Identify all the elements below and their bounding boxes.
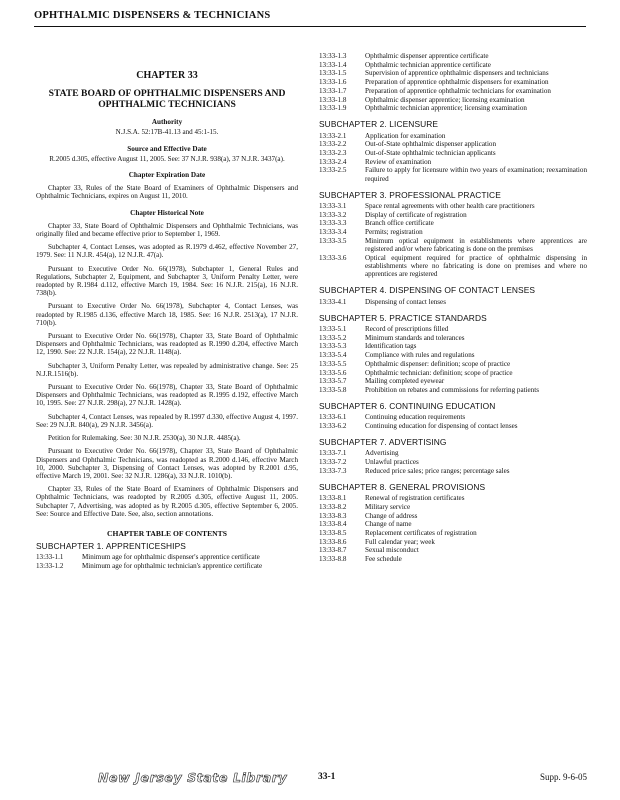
section-number: 13:33-5.1 [319, 324, 347, 333]
section-number: 13:33-1.9 [319, 104, 347, 113]
history-paragraph: Pursuant to Executive Order No. 66(1978), Chapter 33, State Board of Ophthalmic Dispensers and Ophthalmic Technicians, was readopted as R.1995 d.192, effective March 10, 1995. See: 27 N.J.R. 298(a), 27 N.J.R. 1428(a). [36, 383, 298, 408]
toc-entry [319, 555, 587, 563]
section-title: Minimum age for ophthalmic technician's apprentice certificate [82, 562, 263, 571]
section-title: Minimum optical equipment in establishments where apprentices are registered and/or where fabricating is done on the premises [365, 236, 587, 254]
history-heading: Chapter Historical Note [130, 208, 204, 217]
section-number: 13:33-5.7 [319, 377, 347, 386]
section-number: 13:33-1.4 [319, 60, 347, 69]
toc-entry [319, 369, 587, 377]
toc-entry [319, 334, 587, 342]
toc-entry [319, 503, 587, 511]
section-title: Branch office certificate [365, 219, 434, 228]
section-number: 13:33-5.6 [319, 368, 347, 377]
section-number: 13:33-7.2 [319, 458, 347, 467]
section-number: 13:33-2.3 [319, 149, 347, 158]
toc-entry [319, 520, 587, 528]
section-title: Optical equipment required for practice of ophthalmic dispensing in establishments where no fabricating is done on premises and where no apprentices are registered [365, 253, 587, 279]
section-number: 13:33-5.4 [319, 351, 347, 360]
page-number: 33-1 [318, 772, 336, 782]
toc-entry [319, 96, 587, 104]
toc-entry [319, 512, 587, 520]
toc-entry [319, 342, 587, 350]
subchapter-heading: SUBCHAPTER 2. LICENSURE [319, 119, 439, 130]
left-column [36, 62, 298, 571]
section-number: 13:33-3.4 [319, 228, 347, 237]
section-title: Minimum standards and tolerances [365, 333, 465, 342]
source-heading: Source and Effective Date [127, 144, 207, 153]
chapter-number: CHAPTER 33 [136, 70, 198, 81]
subchapter-heading: SUBCHAPTER 4. DISPENSING OF CONTACT LENSES [319, 285, 536, 296]
section-title: Advertising [365, 449, 399, 458]
section-title: Dispensing of contact lenses [365, 297, 446, 306]
section-number: 13:33-5.8 [319, 385, 347, 394]
toc-entry [319, 228, 587, 236]
section-number: 13:33-8.2 [319, 502, 347, 511]
toc-entry [319, 61, 587, 69]
toc-entry [319, 158, 587, 166]
section-title: Ophthalmic technician apprentice certificate [365, 60, 491, 69]
toc-entry [319, 351, 587, 359]
subchapter-heading: SUBCHAPTER 8. GENERAL PROVISIONS [319, 482, 486, 493]
library-watermark-logo: New Jersey State Library [98, 770, 288, 785]
section-number: 13:33-3.3 [319, 219, 347, 228]
section-number: 13:33-6.2 [319, 422, 347, 431]
history-paragraph: Chapter 33, Rules of the State Board of Examiners of Ophthalmic Dispensers and Ophthalmic Technicians, was readopted by R.2005 d.305, effective August 11, 2005. Subchapter 7, Advertising, was adopted as by R.2005 d.305, effective September 6, 2005. See: Source and Effective Date. See, also, section annotations. [36, 485, 298, 518]
toc-entry [319, 325, 587, 333]
running-head: OPHTHALMIC DISPENSERS & TECHNICIANS [34, 10, 271, 21]
toc-entry [319, 449, 587, 457]
section-title: Change of name [365, 520, 412, 529]
source-text: R.2005 d.305, effective August 11, 2005. See: 37 N.J.R. 938(a), 37 N.J.R. 3437(a). [49, 154, 285, 163]
toc-entry [319, 538, 587, 546]
section-title: Review of examination [365, 157, 432, 166]
toc-title: CHAPTER TABLE OF CONTENTS [107, 528, 227, 538]
history-paragraph: Pursuant to Executive Order No. 66(1978), Chapter 33, State Board of Ophthalmic Dispensers and Ophthalmic Technicians, was readopted as R.1990 d.204, effective March 12, 1990. See: 22 N.J.R. 154(a), 22 N.J.R. 1148(a). [36, 332, 298, 357]
section-number: 13:33-3.5 [319, 236, 347, 245]
section-number: 13:33-2.2 [319, 140, 347, 149]
toc-entry [319, 254, 587, 279]
toc-entry [319, 69, 587, 77]
section-title: Full calendar year; week [365, 537, 435, 546]
section-number: 13:33-5.2 [319, 333, 347, 342]
section-title: Space rental agreements with other health care practitioners [365, 202, 535, 211]
toc-entry [319, 377, 587, 385]
section-number: 13:33-1.5 [319, 69, 347, 78]
section-title: Record of prescriptions filled [365, 324, 449, 333]
section-title: Mailing completed eyewear [365, 377, 445, 386]
history-paragraph: Pursuant to Executive Order No. 66(1978), Subchapter 1, General Rules and Regulations, Subchapter 2, Equipment, and Subchapter 3, Uniform Penalty Letter, were readopted by R.1984 d.112, effective March 19, 1984. See: 16 N.J.R. 215(a), 16 N.J.R. 738(b). [36, 264, 298, 298]
toc-entry [319, 219, 587, 227]
subchapter-heading: SUBCHAPTER 7. ADVERTISING [319, 437, 447, 448]
section-number: 13:33-6.1 [319, 413, 347, 422]
toc-entry [319, 202, 587, 210]
toc-entry [319, 422, 587, 430]
history-paragraph: Subchapter 4, Contact Lenses, was adopted as R.1979 d.462, effective November 27, 1979. See: 11 N.J.R. 454(a), 12 N.J.R. 47(a). [36, 243, 298, 260]
toc-left [36, 542, 298, 570]
section-title: Continuing education requirements [365, 413, 466, 422]
history-paragraph: Petition for Rulemaking. See: 30 N.J.R. 2530(a), 30 N.J.R. 4485(a). [48, 434, 241, 443]
section-number: 13:33-8.5 [319, 529, 347, 538]
section-number: 13:33-3.2 [319, 210, 347, 219]
toc-entry [319, 298, 587, 306]
authority-heading: Authority [151, 118, 183, 127]
toc-entry [319, 386, 587, 394]
section-title: Fee schedule [365, 555, 402, 564]
section-number: 13:33-2.5 [319, 166, 347, 175]
section-title: Preparation of apprentice ophthalmic dispensers for examination [365, 78, 549, 87]
section-title: Unlawful practices [365, 458, 419, 467]
section-number: 13:33-1.3 [319, 52, 347, 60]
section-title: Ophthalmic dispenser apprentice; licensing examination [365, 95, 525, 104]
section-number: 13:33-1.7 [319, 86, 347, 95]
toc-entry [319, 467, 587, 475]
toc-entry [319, 546, 587, 554]
section-title: Ophthalmic technician: definition; scope of practice [365, 368, 513, 377]
section-title: Military service [365, 502, 411, 511]
section-number: 13:33-8.3 [319, 511, 347, 520]
history-paragraph: Chapter 33, State Board of Ophthalmic Dispensers and Ophthalmic Technicians, was originally filed and became effective prior to September 1, 1969. [36, 221, 298, 239]
history-paragraph: Pursuant to Executive Order No. 66(1978), Chapter 33, State Board of Ophthalmic Dispensers and Ophthalmic Technicians, was readopted as R.2000 d.146, effective March 10, 2000. Subchapter 3, Dispensing of Contact Lenses, was adopted by R.2001 d.95, effective March 19, 2001. See: 32 N.J.R. 1286(a), 33 N.J.R. 1010(b). [36, 447, 298, 480]
section-title: Renewal of registration certificates [365, 494, 465, 503]
section-number: 13:33-1.2 [36, 562, 64, 571]
toc-entry [319, 104, 587, 112]
expiration-heading: Chapter Expiration Date [128, 171, 206, 180]
section-number: 13:33-5.3 [319, 342, 347, 351]
section-number: 13:33-3.1 [319, 202, 347, 211]
toc-entry [319, 149, 587, 157]
toc-entry [319, 494, 587, 502]
toc-entry [319, 211, 587, 219]
section-title: Out-of-State ophthalmic technician applicants [365, 149, 496, 158]
section-number: 13:33-2.1 [319, 131, 347, 140]
section-title: Ophthalmic dispenser: definition; scope of practice [365, 359, 511, 368]
section-title: Failure to apply for licensure within two years of examination; reexamination required [365, 166, 587, 183]
section-number: 13:33-8.4 [319, 520, 347, 529]
toc-entry [319, 166, 587, 182]
toc-entry [319, 132, 587, 140]
section-number: 13:33-4.1 [319, 297, 347, 306]
section-number: 13:33-7.3 [319, 466, 347, 475]
section-title: Supervision of apprentice ophthalmic dispensers and technicians [365, 69, 549, 78]
section-title: Ophthalmic dispenser apprentice certificate [365, 52, 489, 60]
section-title: Continuing education for dispensing of contact lenses [365, 422, 518, 431]
history-paragraph: Pursuant to Executive Order No. 66(1978), Subchapter 4, Contact Lenses, was readopted by R.1985 d.136, effective March 18, 1985. See: 16 N.J.R. 2513(a), 17 N.J.R. 710(b). [36, 302, 298, 327]
section-title: Reduced price sales; price ranges; percentage sales [365, 466, 510, 475]
history-paragraph: Subchapter 4, Contact Lenses, was repealed by R.1997 d.330, effective August 4, 1997. See: 29 N.J.R. 840(a), 29 N.J.R. 3456(a). [36, 412, 298, 429]
section-title: Change of address [365, 511, 418, 520]
section-number: 13:33-1.8 [319, 95, 347, 104]
toc-entry [36, 553, 298, 561]
expiration-text: Chapter 33, Rules of the State Board of Examiners of Ophthalmic Dispensers and Ophthalmic Technicians, expires on August 11, 2010. [36, 184, 298, 201]
section-number: 13:33-8.6 [319, 537, 347, 546]
supplement-date: Supp. 9-6-05 [540, 772, 587, 782]
toc-entry [319, 360, 587, 368]
section-number: 13:33-7.1 [319, 449, 347, 458]
section-number: 13:33-8.1 [319, 494, 347, 503]
toc-entry [319, 529, 587, 537]
section-number: 13:33-8.8 [319, 555, 347, 564]
section-title: Identification tags [365, 342, 417, 351]
section-title: Ophthalmic technician apprentice; licensing examination [365, 104, 527, 113]
subchapter-heading: SUBCHAPTER 3. PROFESSIONAL PRACTICE [319, 189, 501, 200]
history-note [36, 222, 298, 518]
section-number: 13:33-2.4 [319, 157, 347, 166]
history-paragraph: Subchapter 3, Uniform Penalty Letter, was repealed by administrative change. See: 25 N.J.R.1516(b). [36, 361, 298, 378]
toc-right [319, 52, 587, 563]
section-title: Compliance with rules and regulations [365, 351, 475, 360]
authority-text: N.J.S.A. 52:17B-41.13 and 45:1-15. [115, 128, 219, 137]
section-title: Sexual misconduct [365, 546, 419, 555]
toc-entry [319, 140, 587, 148]
section-title: Prohibition on rebates and commissions for referring patients [365, 385, 539, 394]
toc-entry [319, 52, 587, 60]
toc-entry [319, 237, 587, 253]
section-title: Application for examination [365, 131, 446, 140]
section-number: 13:33-1.6 [319, 78, 347, 87]
toc-entry [319, 87, 587, 95]
section-title: Display of certificate of registration [365, 210, 467, 219]
section-title: Out-of-State ophthalmic dispenser application [365, 140, 497, 149]
chapter-title: STATE BOARD OF OPHTHALMIC DISPENSERS AND OPHTHALMIC TECHNICIANS [48, 88, 286, 111]
toc-entry [319, 413, 587, 421]
subchapter-heading: SUBCHAPTER 1. APPRENTICESHIPS [36, 541, 186, 552]
toc-entry [319, 458, 587, 466]
section-title: Minimum age for ophthalmic dispenser's apprentice certificate [82, 553, 260, 562]
section-number: 13:33-5.5 [319, 359, 347, 368]
right-column [319, 52, 587, 564]
section-title: Preparation of apprentice ophthalmic technicians for examination [365, 86, 551, 95]
section-number: 13:33-3.6 [319, 253, 347, 262]
toc-entry [36, 562, 298, 570]
section-number: 13:33-8.7 [319, 546, 347, 555]
section-number: 13:33-1.1 [36, 553, 64, 562]
subchapter-heading: SUBCHAPTER 6. CONTINUING EDUCATION [319, 401, 496, 412]
toc-entry [319, 78, 587, 86]
section-title: Replacement certificates of registration [365, 529, 477, 538]
section-title: Permits; registration [365, 228, 423, 237]
subchapter-heading: SUBCHAPTER 5. PRACTICE STANDARDS [319, 312, 487, 323]
header-rule [34, 26, 586, 27]
